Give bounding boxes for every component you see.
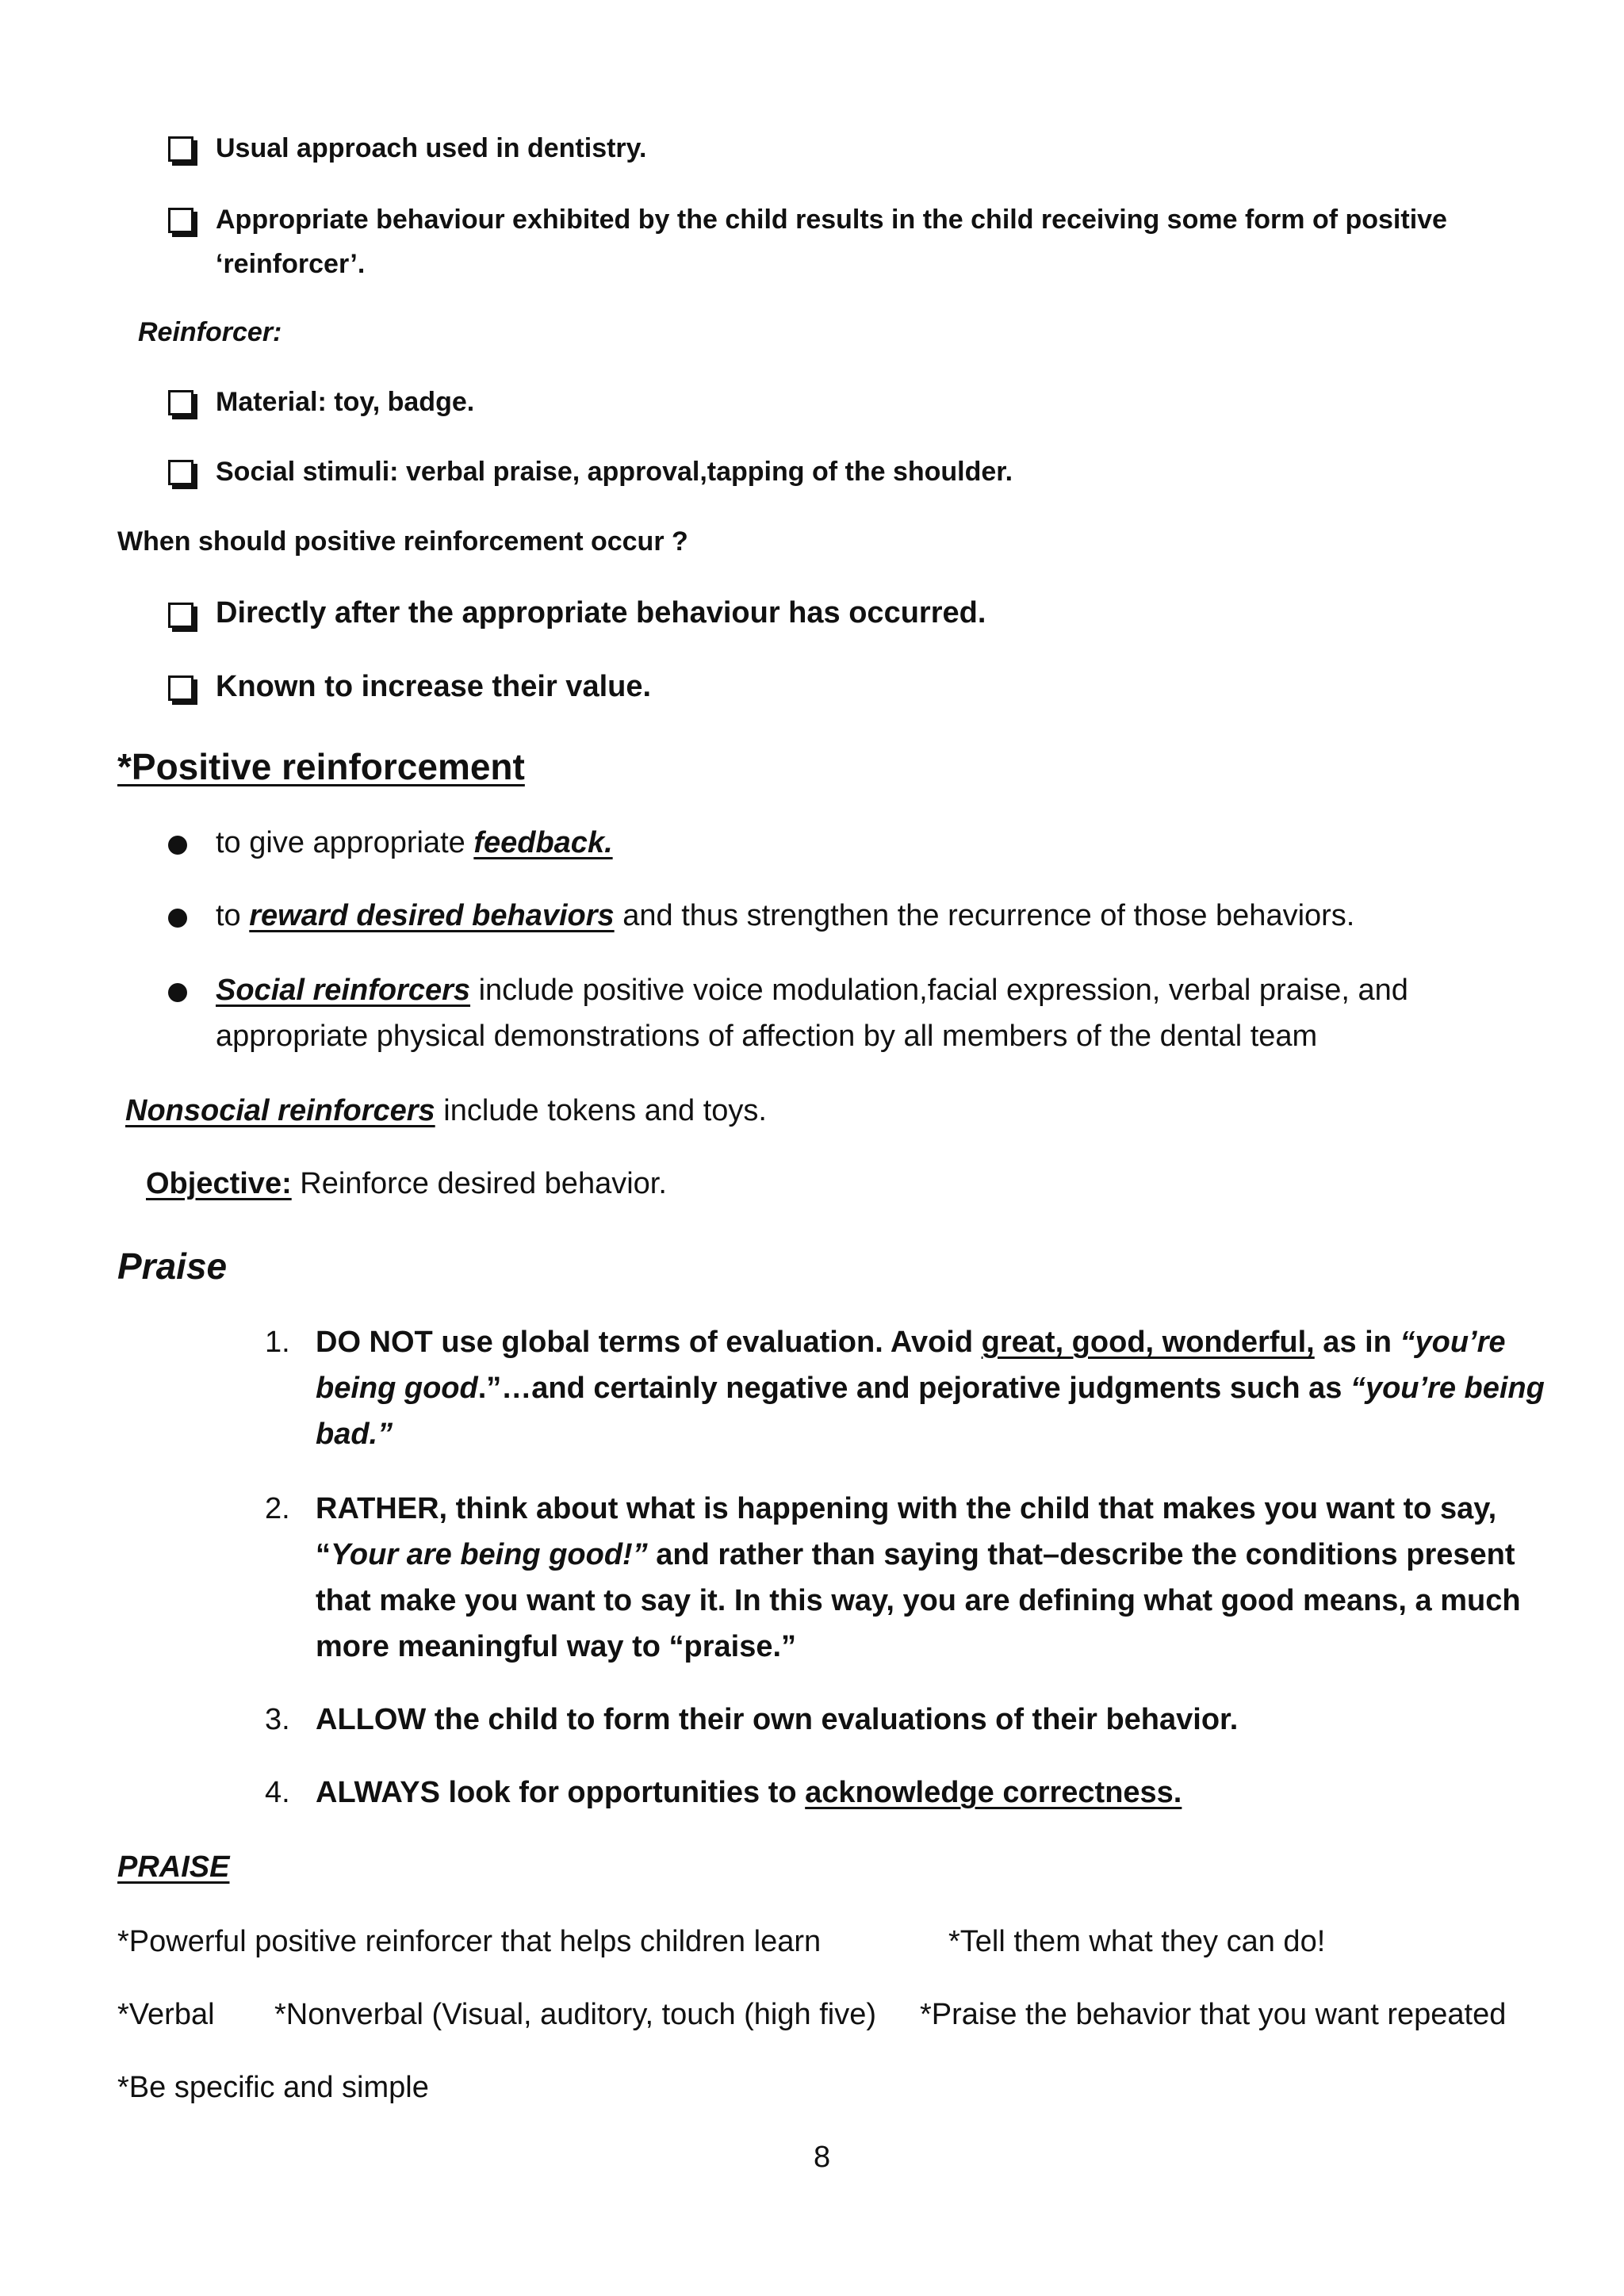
section-heading: PRAISE [117, 1850, 230, 1884]
list-item: Known to increase their value. [216, 670, 652, 703]
nonsocial-line: Nonsocial reinforcers include tokens and toys. [125, 1094, 767, 1127]
numbered-item-continuation: that make you want to say it. In this way, you are defining what good means, a much [316, 1584, 1521, 1617]
numbered-item: ALLOW the child to form their own evaluations of their behavior. [316, 1703, 1239, 1736]
numbered-item: DO NOT use global terms of evaluation. Avoid great, good, wonderful, as in “you’re [316, 1326, 1506, 1359]
checkbox-icon [168, 390, 193, 415]
list-item: Material: toy, badge. [216, 387, 475, 417]
praise-note: *Be specific and simple [117, 2071, 429, 2104]
question-heading: When should positive reinforcement occur ? [117, 526, 688, 557]
section-heading: Praise [117, 1246, 228, 1287]
checkbox-icon [168, 675, 193, 701]
list-number: 4. [265, 1776, 290, 1809]
section-heading: *Positive reinforcement [117, 746, 525, 787]
numbered-item: RATHER, think about what is happening with the child that makes you want to say, [316, 1492, 1497, 1525]
list-item: Appropriate behaviour exhibited by the child results in the child receiving some form of positive [216, 205, 1447, 235]
list-item: Usual approach used in dentistry. [216, 133, 647, 163]
numbered-item-continuation: being good.”…and certainly negative and pejorative judgments such as “you’re being [316, 1372, 1545, 1405]
numbered-item-continuation: more meaningful way to “praise.” [316, 1630, 797, 1663]
list-item: Directly after the appropriate behaviour has occurred. [216, 596, 986, 629]
praise-note: *Praise the behavior that you want repeated [920, 1998, 1507, 2031]
numbered-item: ALWAYS look for opportunities to acknowledge correctness. [316, 1776, 1182, 1809]
bullet-item: to give appropriate feedback. [216, 826, 613, 859]
section-subheading: Reinforcer: [138, 317, 282, 347]
bullet-icon [168, 909, 187, 928]
praise-note: *Nonverbal (Visual, auditory, touch (high five) [274, 1998, 876, 2031]
bullet-item-continuation: appropriate physical demonstrations of affection by all members of the dental team [216, 1020, 1318, 1053]
checkbox-icon [168, 603, 193, 628]
list-number: 2. [265, 1492, 290, 1525]
list-item-continuation: ‘reinforcer’. [216, 249, 366, 279]
list-number: 1. [265, 1326, 290, 1359]
praise-note: *Powerful positive reinforcer that helps children learn [117, 1925, 822, 1958]
bullet-icon [168, 836, 187, 855]
page-number: 8 [814, 2141, 831, 2174]
bullet-item: to reward desired behaviors and thus strengthen the recurrence of those behaviors. [216, 899, 1355, 932]
list-item: Social stimuli: verbal praise, approval,tapping of the shoulder. [216, 457, 1013, 487]
praise-note: *Tell them what they can do! [948, 1925, 1326, 1958]
bullet-icon [168, 983, 187, 1002]
praise-note: *Verbal [117, 1998, 215, 2031]
bullet-item: Social reinforcers include positive voice modulation,facial expression, verbal praise, and [216, 974, 1408, 1007]
objective-line: Objective: Reinforce desired behavior. [146, 1167, 667, 1200]
checkbox-icon [168, 136, 193, 162]
list-number: 3. [265, 1703, 290, 1736]
checkbox-icon [168, 460, 193, 485]
numbered-item-continuation: “Your are being good!” and rather than saying that–describe the conditions present [316, 1538, 1515, 1571]
numbered-item-continuation: bad.” [316, 1418, 393, 1451]
checkbox-icon [168, 208, 193, 233]
